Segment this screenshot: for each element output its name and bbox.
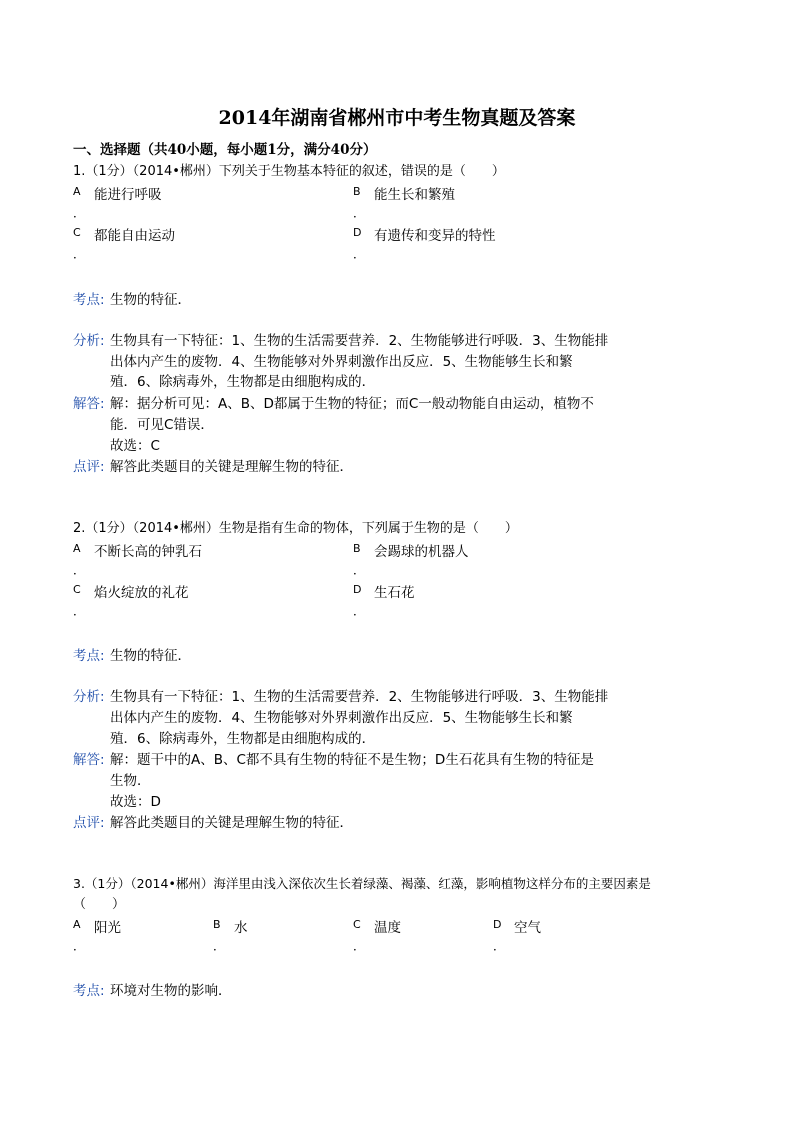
jieda-label: 解答: — [73, 396, 105, 412]
option-text: 不断长高的钟乳石 — [94, 544, 202, 560]
document-title: 2014年湖南省郴州市中考生物真题及答案 — [218, 107, 576, 129]
section-heading: 一、选择题（共40小题，每小题1分，满分40分） — [73, 142, 377, 158]
option-letter: D — [353, 583, 362, 596]
jieda-line: 能．可见C错误． — [110, 417, 214, 433]
option-text: 空气 — [514, 920, 541, 936]
option-dot: ． — [353, 206, 366, 220]
jieda-line: 生物． — [110, 773, 151, 789]
kaodian-label: 考点: — [73, 648, 105, 664]
option-dot: ． — [73, 247, 86, 261]
fenxi-line: 殖．6、除病毒外，生物都是由细胞构成的． — [110, 374, 376, 390]
option-letter: C — [353, 918, 361, 931]
fenxi-label: 分析: — [73, 333, 105, 349]
kaodian-text: 生物的特征． — [110, 648, 191, 664]
option-letter: B — [213, 918, 221, 931]
option-text: 会踢球的机器人 — [374, 544, 469, 560]
option-dot: ． — [73, 604, 86, 618]
option-letter: B — [353, 185, 361, 198]
option-text: 都能自由运动 — [94, 228, 175, 244]
option-letter: C — [73, 226, 81, 239]
jieda-line: 故选：D — [110, 794, 161, 810]
kaodian-text: 生物的特征． — [110, 292, 191, 308]
jieda-line: 解：据分析可见：A、B、D都属于生物的特征；而C一般动物能自由运动，植物不 — [110, 396, 594, 412]
fenxi-line: 出体内产生的废物．4、生物能够对外界刺激作出反应．5、生物能够生长和繁 — [110, 354, 573, 370]
kaodian-label: 考点: — [73, 292, 105, 308]
fenxi-line: 出体内产生的废物．4、生物能够对外界刺激作出反应．5、生物能够生长和繁 — [110, 710, 573, 726]
fenxi-line: 生物具有一下特征：1、生物的生活需要营养．2、生物能够进行呼吸．3、生物能排 — [110, 333, 609, 349]
option-text: 生石花 — [374, 585, 415, 601]
option-text: 焰火绽放的礼花 — [94, 585, 189, 601]
option-dot: ． — [493, 939, 506, 953]
fenxi-label: 分析: — [73, 689, 105, 705]
option-letter: A — [73, 542, 81, 555]
option-dot: ． — [73, 563, 86, 577]
option-dot: ． — [73, 206, 86, 220]
option-letter: C — [73, 583, 81, 596]
option-text: 能进行呼吸 — [94, 187, 162, 203]
option-text: 有遗传和变异的特性 — [374, 228, 496, 244]
option-dot: ． — [353, 939, 366, 953]
option-text: 阳光 — [94, 920, 121, 936]
question-stem: 1.（1分）（2014•郴州）下列关于生物基本特征的叙述，错误的是（ ） — [73, 164, 505, 179]
kaodian-text: 环境对生物的影响． — [110, 983, 232, 999]
option-letter: D — [493, 918, 502, 931]
option-letter: A — [73, 918, 81, 931]
dianping-text: 解答此类题目的关键是理解生物的特征． — [110, 815, 353, 831]
fenxi-line: 殖．6、除病毒外，生物都是由细胞构成的． — [110, 731, 376, 747]
option-dot: ． — [353, 604, 366, 618]
option-letter: A — [73, 185, 81, 198]
option-dot: ． — [73, 939, 86, 953]
dianping-text: 解答此类题目的关键是理解生物的特征． — [110, 459, 353, 475]
question-stem: 2.（1分）（2014•郴州）生物是指有生命的物体，下列属于生物的是（ ） — [73, 521, 518, 536]
option-text: 水 — [234, 920, 248, 936]
fenxi-line: 生物具有一下特征：1、生物的生活需要营养．2、生物能够进行呼吸．3、生物能排 — [110, 689, 609, 705]
option-dot: ． — [213, 939, 226, 953]
dianping-label: 点评: — [73, 815, 105, 831]
jieda-label: 解答: — [73, 752, 105, 768]
option-text: 能生长和繁殖 — [374, 187, 455, 203]
kaodian-label: 考点: — [73, 983, 105, 999]
option-text: 温度 — [374, 920, 401, 936]
option-dot: ． — [353, 247, 366, 261]
jieda-line: 解：题干中的A、B、C都不具有生物的特征不是生物；D生石花具有生物的特征是 — [110, 752, 594, 768]
question-stem: 3.（1分）（2014•郴州）海洋里由浅入深依次生长着绿藻、褐藻、红藻，影响植物这样分布的主要因素是 — [73, 876, 651, 891]
option-dot: ． — [353, 563, 366, 577]
jieda-line: 故选：C — [110, 438, 160, 454]
question-stem-continuation: （ ） — [73, 897, 126, 912]
dianping-label: 点评: — [73, 459, 105, 475]
option-letter: D — [353, 226, 362, 239]
option-letter: B — [353, 542, 361, 555]
